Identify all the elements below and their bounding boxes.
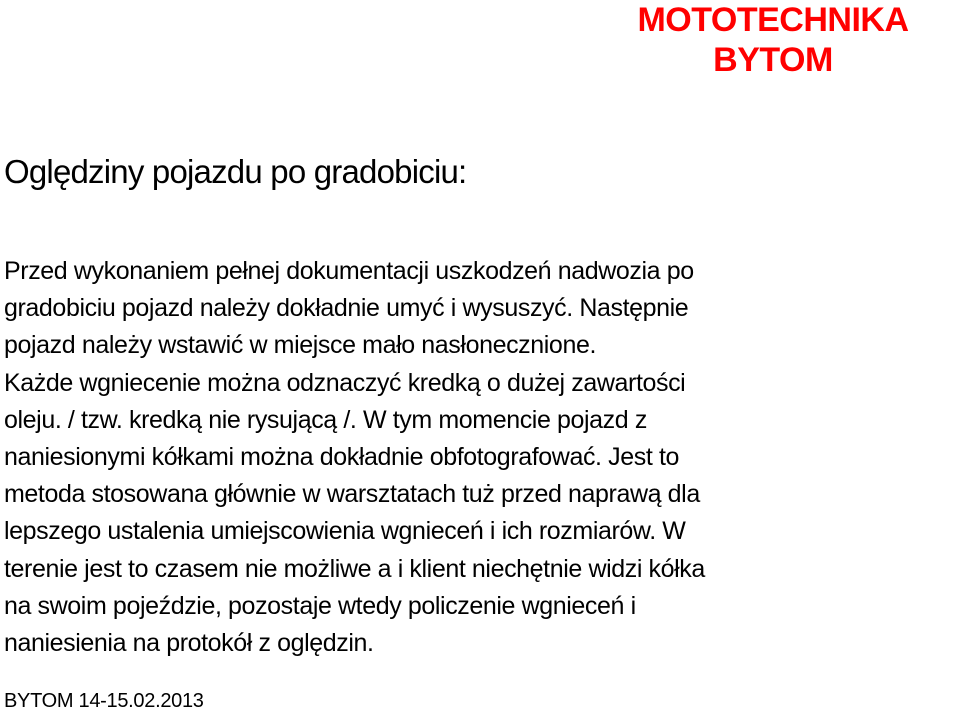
paragraph-line: Każde wgniecenie można odznaczyć kredką o dużej zawartości <box>4 368 686 397</box>
paragraph-line: Przed wykonaniem pełnej dokumentacji uszkodzeń nadwozia po <box>4 257 694 285</box>
paragraph-line: naniesionymi kółkami można dokładnie obfotografować. Jest to <box>4 443 679 472</box>
paragraph-line: lepszego ustalenia umiejscowienia wgnieceń i ich rozmiarów. W <box>4 517 686 546</box>
paragraph-line: oleju. / tzw. kredką nie rysującą /. W tym momencie pojazd z <box>4 405 647 434</box>
brand-logo <box>593 0 953 80</box>
paragraph-line: metoda stosowana głównie w warsztatach tuż przed naprawą dla <box>4 480 700 509</box>
footer-date: BYTOM 14-15.02.2013 <box>4 690 204 712</box>
paragraph-line: pojazd należy wstawić w miejsce mało nasłonecznione. <box>4 331 596 360</box>
paragraph-line: gradobiciu pojazd należy dokładnie umyć i wysuszyć. Następnie <box>4 294 689 323</box>
brand-name: MOTOTECHNIKA <box>637 1 909 39</box>
paragraph-line: terenie jest to czasem nie możliwe a i klient niechętnie widzi kółka <box>4 554 705 583</box>
brand-city: BYTOM <box>713 41 833 79</box>
paragraph-line: naniesienia na protokół z oględzin. <box>4 629 374 658</box>
page-title: Oględziny pojazdu po gradobiciu: <box>4 153 467 190</box>
paragraph-line: na swoim pojeździe, pozostaje wtedy policzenie wgnieceń i <box>4 591 636 620</box>
body-paragraph <box>4 253 954 662</box>
